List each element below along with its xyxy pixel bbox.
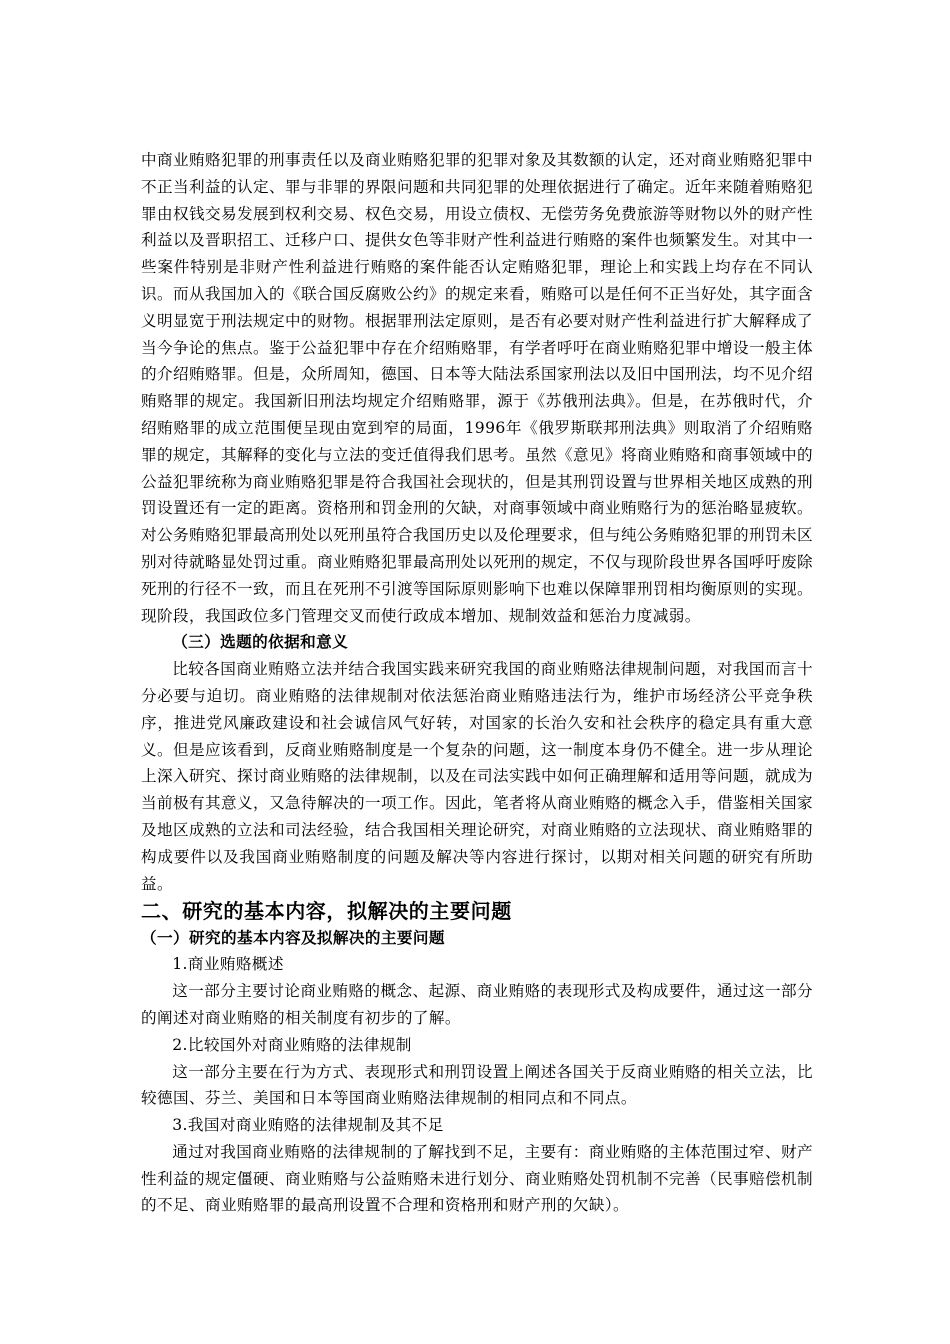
section3-paragraph: 比较各国商业贿赂立法并结合我国实践来研究我国的商业贿赂法律规制问题，对我国而言十分必要与迫切。商业贿赂的法律规制对依法惩治商业贿赂违法行为，维护市场经济公平竞争秩序，推进党风廉政建设和社会诚信风气好转，对国家的长治久安和社会秩序的稳定具有重大意义。但是应该看到，反商业贿赂制度是一个复杂的问题，这一制度本身仍不健全。进一步从理论上深入研究、探讨商业贿赂的法律规制，以及在司法实践中如何正确理解和适用等问题，就成为当前极有其意义，又急待解决的一项工作。因此，笔者将从商业贿赂的概念入手，借鉴相关国家及地区成熟的立法和司法经验，结合我国相关理论研究，对商业贿赂的立法现状、商业贿赂罪的构成要件以及我国商业贿赂制度的问题及解决等内容进行探讨，以期对相关问题的研究有所助益。 [141, 660, 813, 893]
section3-heading: （三）选题的依据和意义 [172, 632, 349, 652]
item1-title: 1.商业贿赂概述 [172, 955, 284, 974]
chapter2-heading: 二、研究的基本内容，拟解决的主要问题 [141, 899, 512, 924]
item2-paragraph: 这一部分主要在行为方式、表现形式和刑罚设置上阐述各国关于反商业贿赂的相关立法，比较德国、芬兰、美国和日本等国商业贿赂法律规制的相同点和不同点。 [141, 1062, 813, 1108]
item3-paragraph: 通过对我国商业贿赂的法律规制的了解找到不足，主要有：商业贿赂的主体范围过窄、财产性利益的规定僵硬、商业贿赂与公益贿赂未进行划分、商业贿赂处罚机制不完善（民事赔偿机制的不足、商业贿赂罪的最高刑设置不合理和资格刑和财产刑的欠缺）。 [141, 1142, 813, 1215]
chapter2-sub-heading: （一）研究的基本内容及拟解决的主要问题 [141, 929, 445, 948]
document-page [141, 147, 813, 1219]
item2-title: 2.比较国外对商业贿赂的法律规制 [172, 1035, 412, 1054]
intro-paragraph: 中商业贿赂犯罪的刑事责任以及商业贿赂犯罪的犯罪对象及其数额的认定，还对商业贿赂犯罪中不正当利益的认定、罪与非罪的界限问题和共同犯罪的处理依据进行了确定。近年来随着贿赂犯罪由权钱交易发展到权利交易、权色交易，用设立债权、无偿劳务免费旅游等财物以外的财产性利益以及晋职招工、迁移户口、提供女色等非财产性利益进行贿赂的案件也频繁发生。对其中一些案件特别是非财产性利益进行贿赂的案件能否认定贿赂犯罪，理论上和实践上均存在不同认识。而从我国加入的《联合国反腐败公约》的规定来看，贿赂可以是任何不正当好处，其字面含义明显宽于刑法规定中的财物。根据罪刑法定原则，是否有必要对财产性利益进行扩大解释成了当今争论的焦点。鉴于公益犯罪中存在介绍贿赂罪，有学者呼吁在商业贿赂犯罪中增设一般主体的介绍贿赂罪。但是，众所周知，德国、日本等大陆法系国家刑法以及旧中国刑法，均不见介绍贿赂罪的规定。我国新旧刑法均规定介绍贿赂罪，源于《苏俄刑法典》。但是，在苏俄时代，介绍贿赂罪的成立范围便呈现由宽到窄的局面，1996年《俄罗斯联邦刑法典》则取消了介绍贿赂罪的规定，其解释的变化与立法的变迁值得我们思考。虽然《意见》将商业贿赂和商事领域中的公益犯罪统称为商业贿赂犯罪是符合我国社会现状的，但是其刑罚设置与世界相关地区成熟的刑罚设置还有一定的距离。资格刑和罚金刑的欠缺，对商事领域中商业贿赂行为的惩治略显疲软。对公务贿赂犯罪最高刑处以死刑虽符合我国历史以及伦理要求，但与纯公务贿赂犯罪的刑罚未区别对待就略显处罚过重。商业贿赂犯罪最高刑处以死刑的规定，不仅与现阶段世界各国呼吁废除死刑的行径不一致，而且在死刑不引渡等国际原则影响下也难以保障罪刑罚相均衡原则的实现。现阶段，我国政位多门管理交叉而使行政成本增加、规制效益和惩治力度减弱。 [141, 151, 813, 625]
item1-paragraph: 这一部分主要讨论商业贿赂的概念、起源、商业贿赂的表现形式及构成要件，通过这一部分的阐述对商业贿赂的相关制度有初步的了解。 [141, 982, 813, 1027]
item3-title: 3.我国对商业贿赂的法律规制及其不足 [172, 1116, 444, 1135]
